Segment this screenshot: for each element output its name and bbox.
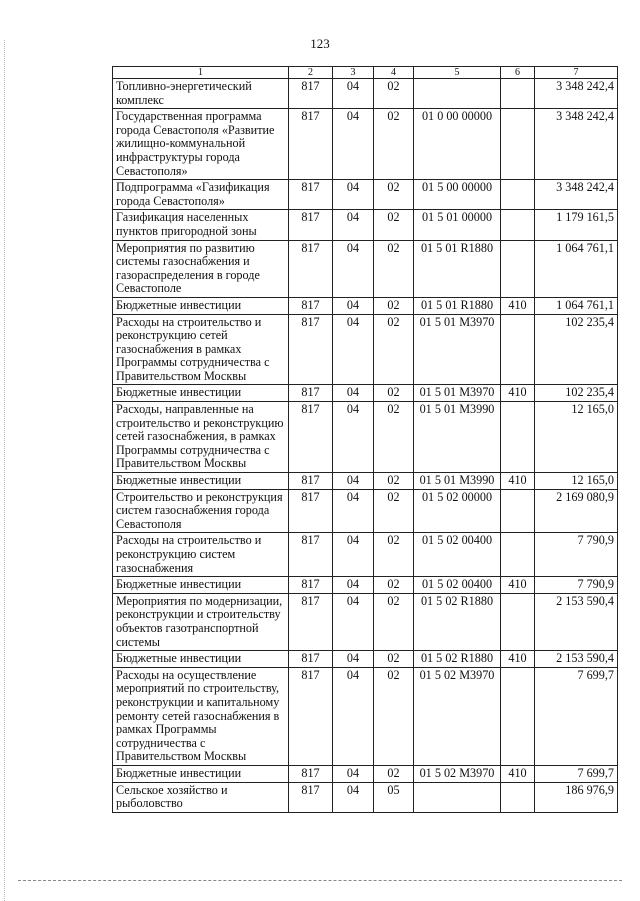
ministry-code-cell: 817 <box>289 765 333 782</box>
row-name-cell: Газификация населенных пунктов пригородной зоны <box>113 210 289 240</box>
row-name-cell: Расходы на строительство и реконструкцию систем газоснабжения <box>113 533 289 577</box>
ministry-code-cell: 817 <box>289 651 333 668</box>
section-code-cell: 04 <box>333 651 374 668</box>
amount-cell: 1 064 761,1 <box>535 240 618 297</box>
table-row <box>113 314 618 385</box>
subsection-code-cell: 02 <box>374 651 414 668</box>
ministry-code-cell: 817 <box>289 782 333 812</box>
amount-cell: 3 348 242,4 <box>535 109 618 180</box>
row-name-cell: Мероприятия по развитию системы газоснабжения и газораспределения в городе Севастополе <box>113 240 289 297</box>
expense-type-cell <box>501 109 535 180</box>
section-code-cell: 04 <box>333 473 374 490</box>
budget-table <box>112 66 618 813</box>
subsection-code-cell: 02 <box>374 667 414 765</box>
expense-type-cell <box>501 314 535 385</box>
amount-cell: 12 165,0 <box>535 473 618 490</box>
section-code-cell: 04 <box>333 489 374 533</box>
row-name-cell: Подпрограмма «Газификация города Севастополя» <box>113 180 289 210</box>
section-code-cell: 04 <box>333 593 374 650</box>
target-article-cell: 01 5 01 M3970 <box>414 314 501 385</box>
page-number: 123 <box>310 36 330 51</box>
ministry-code-cell: 817 <box>289 577 333 594</box>
subsection-code-cell: 02 <box>374 489 414 533</box>
row-name-cell: Расходы на строительство и реконструкцию сетей газоснабжения в рамках Программы сотрудничества с Правительством Москвы <box>113 314 289 385</box>
section-code-cell: 04 <box>333 667 374 765</box>
ministry-code-cell: 817 <box>289 489 333 533</box>
table-row <box>113 651 618 668</box>
column-header: 1 <box>113 67 289 79</box>
section-code-cell: 04 <box>333 314 374 385</box>
target-article-cell: 01 5 02 00000 <box>414 489 501 533</box>
ministry-code-cell: 817 <box>289 533 333 577</box>
amount-cell: 7 790,9 <box>535 577 618 594</box>
section-code-cell: 04 <box>333 210 374 240</box>
column-header: 2 <box>289 67 333 79</box>
subsection-code-cell: 02 <box>374 79 414 109</box>
row-name-cell: Строительство и реконструкция систем газоснабжения города Севастополя <box>113 489 289 533</box>
target-article-cell: 01 5 02 R1880 <box>414 593 501 650</box>
column-header: 5 <box>414 67 501 79</box>
table-row <box>113 765 618 782</box>
expense-type-cell <box>501 210 535 240</box>
section-code-cell: 04 <box>333 782 374 812</box>
column-header: 7 <box>535 67 618 79</box>
ministry-code-cell: 817 <box>289 667 333 765</box>
amount-cell: 3 348 242,4 <box>535 79 618 109</box>
subsection-code-cell: 02 <box>374 180 414 210</box>
table-row <box>113 210 618 240</box>
row-name-cell: Государственная программа города Севастополя «Развитие жилищно-коммунальной инфраструктуры города Севастополя» <box>113 109 289 180</box>
row-name-cell: Бюджетные инвестиции <box>113 651 289 668</box>
expense-type-cell <box>501 240 535 297</box>
expense-type-cell <box>501 593 535 650</box>
ministry-code-cell: 817 <box>289 240 333 297</box>
amount-cell: 7 790,9 <box>535 533 618 577</box>
target-article-cell: 01 5 02 M3970 <box>414 765 501 782</box>
subsection-code-cell: 02 <box>374 109 414 180</box>
row-name-cell: Расходы, направленные на строительство и реконструкцию сетей газоснабжения, в рамках Программы сотрудничества с Правительством Москвы <box>113 402 289 473</box>
subsection-code-cell: 02 <box>374 577 414 594</box>
target-article-cell: 01 5 02 M3970 <box>414 667 501 765</box>
amount-cell: 1 179 161,5 <box>535 210 618 240</box>
table-row <box>113 533 618 577</box>
row-name-cell: Бюджетные инвестиции <box>113 765 289 782</box>
ministry-code-cell: 817 <box>289 79 333 109</box>
subsection-code-cell: 05 <box>374 782 414 812</box>
section-code-cell: 04 <box>333 577 374 594</box>
amount-cell: 2 153 590,4 <box>535 593 618 650</box>
row-name-cell: Бюджетные инвестиции <box>113 577 289 594</box>
amount-cell: 2 169 080,9 <box>535 489 618 533</box>
row-name-cell: Бюджетные инвестиции <box>113 297 289 314</box>
target-article-cell: 01 5 01 R1880 <box>414 240 501 297</box>
target-article-cell: 01 5 02 R1880 <box>414 651 501 668</box>
target-article-cell <box>414 79 501 109</box>
subsection-code-cell: 02 <box>374 765 414 782</box>
expense-type-cell: 410 <box>501 297 535 314</box>
ministry-code-cell: 817 <box>289 180 333 210</box>
row-name-cell: Топливно-энергетический комплекс <box>113 79 289 109</box>
expense-type-cell <box>501 402 535 473</box>
scan-bottom-line <box>18 880 622 881</box>
section-code-cell: 04 <box>333 533 374 577</box>
expense-type-cell <box>501 667 535 765</box>
expense-type-cell <box>501 79 535 109</box>
expense-type-cell: 410 <box>501 651 535 668</box>
ministry-code-cell: 817 <box>289 402 333 473</box>
section-code-cell: 04 <box>333 180 374 210</box>
subsection-code-cell: 02 <box>374 210 414 240</box>
ministry-code-cell: 817 <box>289 473 333 490</box>
amount-cell: 7 699,7 <box>535 667 618 765</box>
table-row <box>113 593 618 650</box>
expense-type-cell: 410 <box>501 385 535 402</box>
table-row <box>113 402 618 473</box>
ministry-code-cell: 817 <box>289 297 333 314</box>
target-article-cell: 01 0 00 00000 <box>414 109 501 180</box>
ministry-code-cell: 817 <box>289 314 333 385</box>
section-code-cell: 04 <box>333 765 374 782</box>
column-header: 4 <box>374 67 414 79</box>
table-row <box>113 79 618 109</box>
amount-cell: 102 235,4 <box>535 385 618 402</box>
table-row <box>113 489 618 533</box>
expense-type-cell: 410 <box>501 473 535 490</box>
amount-cell: 102 235,4 <box>535 314 618 385</box>
ministry-code-cell: 817 <box>289 593 333 650</box>
subsection-code-cell: 02 <box>374 314 414 385</box>
expense-type-cell: 410 <box>501 577 535 594</box>
section-code-cell: 04 <box>333 109 374 180</box>
section-code-cell: 04 <box>333 240 374 297</box>
table-row <box>113 385 618 402</box>
target-article-cell: 01 5 01 M3970 <box>414 385 501 402</box>
target-article-cell: 01 5 02 00400 <box>414 533 501 577</box>
row-name-cell: Расходы на осуществление мероприятий по строительству, реконструкции и капитальному ремонту сетей газоснабжения в рамках Программы сотрудничества с Правительством Москвы <box>113 667 289 765</box>
scan-edge-line <box>4 40 5 901</box>
target-article-cell: 01 5 01 M3990 <box>414 473 501 490</box>
amount-cell: 1 064 761,1 <box>535 297 618 314</box>
subsection-code-cell: 02 <box>374 593 414 650</box>
subsection-code-cell: 02 <box>374 533 414 577</box>
ministry-code-cell: 817 <box>289 109 333 180</box>
expense-type-cell <box>501 180 535 210</box>
target-article-cell <box>414 782 501 812</box>
section-code-cell: 04 <box>333 385 374 402</box>
row-name-cell: Сельское хозяйство и рыболовство <box>113 782 289 812</box>
amount-cell: 186 976,9 <box>535 782 618 812</box>
column-header: 6 <box>501 67 535 79</box>
target-article-cell: 01 5 02 00400 <box>414 577 501 594</box>
target-article-cell: 01 5 01 M3990 <box>414 402 501 473</box>
amount-cell: 7 699,7 <box>535 765 618 782</box>
table-row <box>113 577 618 594</box>
amount-cell: 3 348 242,4 <box>535 180 618 210</box>
table-header-row <box>113 67 618 79</box>
subsection-code-cell: 02 <box>374 402 414 473</box>
target-article-cell: 01 5 01 R1880 <box>414 297 501 314</box>
column-header: 3 <box>333 67 374 79</box>
table-row <box>113 297 618 314</box>
expense-type-cell <box>501 533 535 577</box>
subsection-code-cell: 02 <box>374 297 414 314</box>
ministry-code-cell: 817 <box>289 210 333 240</box>
table-row <box>113 667 618 765</box>
table-row <box>113 473 618 490</box>
amount-cell: 12 165,0 <box>535 402 618 473</box>
section-code-cell: 04 <box>333 402 374 473</box>
amount-cell: 2 153 590,4 <box>535 651 618 668</box>
expense-type-cell <box>501 489 535 533</box>
target-article-cell: 01 5 00 00000 <box>414 180 501 210</box>
subsection-code-cell: 02 <box>374 473 414 490</box>
target-article-cell: 01 5 01 00000 <box>414 210 501 240</box>
table-row <box>113 240 618 297</box>
table-row <box>113 109 618 180</box>
expense-type-cell <box>501 782 535 812</box>
section-code-cell: 04 <box>333 79 374 109</box>
table-row <box>113 782 618 812</box>
ministry-code-cell: 817 <box>289 385 333 402</box>
subsection-code-cell: 02 <box>374 240 414 297</box>
row-name-cell: Мероприятия по модернизации, реконструкции и строительству объектов газотранспортной системы <box>113 593 289 650</box>
subsection-code-cell: 02 <box>374 385 414 402</box>
row-name-cell: Бюджетные инвестиции <box>113 385 289 402</box>
expense-type-cell: 410 <box>501 765 535 782</box>
section-code-cell: 04 <box>333 297 374 314</box>
row-name-cell: Бюджетные инвестиции <box>113 473 289 490</box>
table-row <box>113 180 618 210</box>
